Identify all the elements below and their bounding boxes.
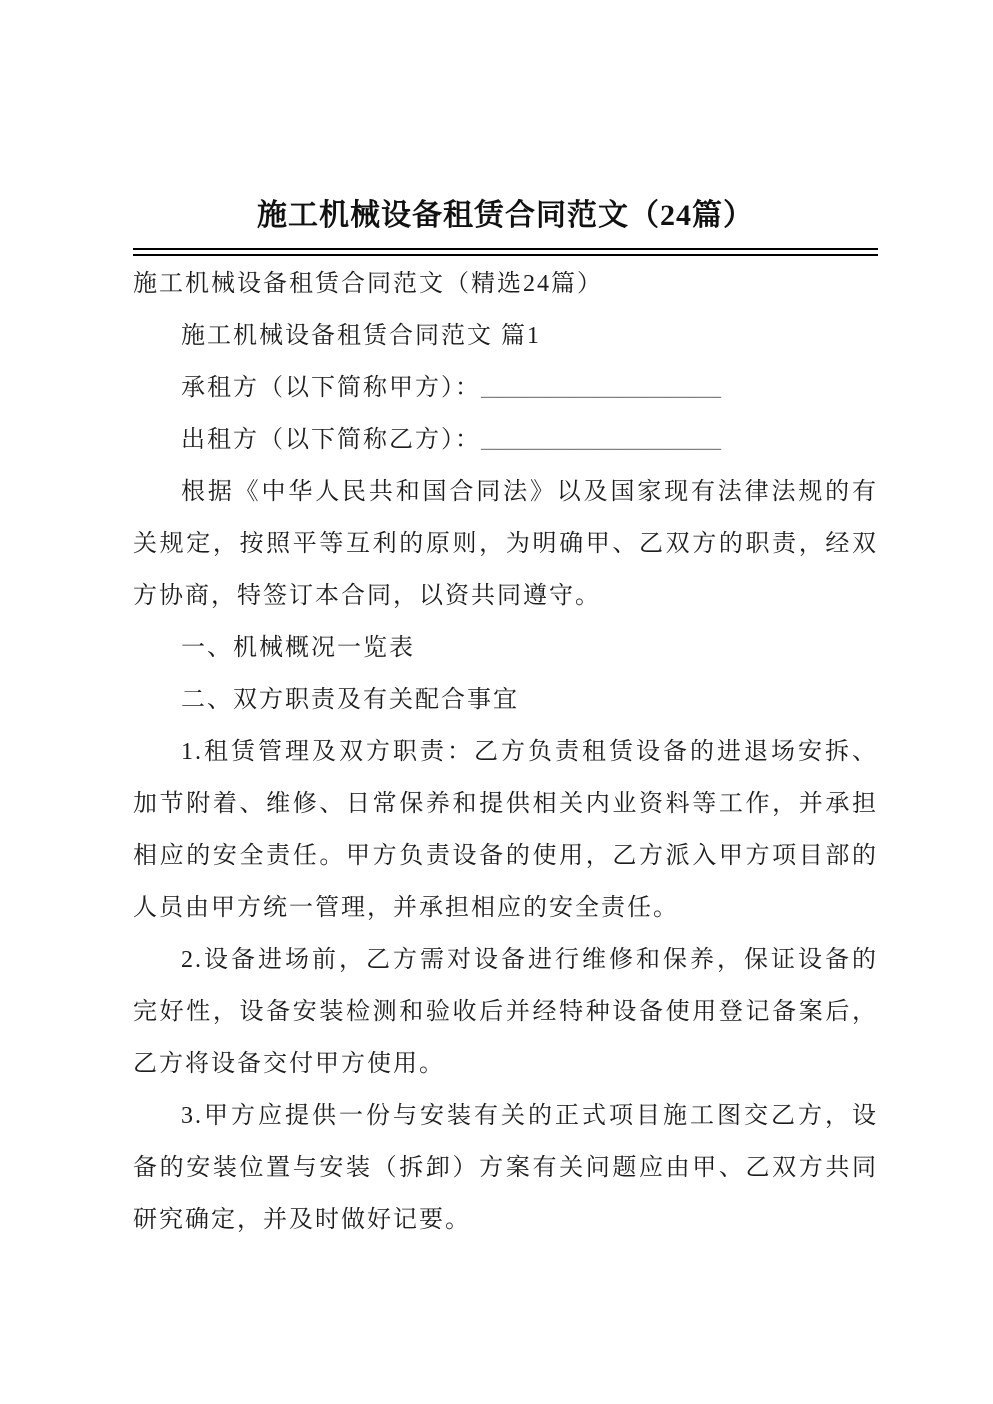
list-item-one: 一、机械概况一览表 bbox=[181, 635, 415, 661]
document-subtitle: 施工机械设备租赁合同范文（精选24篇） bbox=[133, 271, 603, 297]
party-b-line bbox=[133, 414, 878, 466]
clause-1-paragraph: 1.租赁管理及双方职责：乙方负责租赁设备的进退场安拆、加节附着、维修、日常保养和提供相关内业资料等工作，并承担相应的安全责任。甲方负责设备的使用，乙方派入甲方项目部的人员由甲方统一管理，并承担相应的安全责任。 bbox=[133, 739, 878, 921]
party-a-label: 承租方（以下简称甲方）： bbox=[181, 375, 481, 401]
document-header bbox=[133, 196, 878, 256]
list-item-two: 二、双方职责及有关配合事宜 bbox=[181, 687, 519, 713]
clause-3-paragraph: 3.甲方应提供一份与安装有关的正式项目施工图交乙方，设备的安装位置与安装（拆卸）方案有关问题应由甲、乙双方共同研究确定，并及时做好记要。 bbox=[133, 1103, 878, 1233]
party-a-blank-line: ____________________ bbox=[481, 375, 721, 401]
preamble-paragraph: 根据《中华人民共和国合同法》以及国家现有法律法规的有关规定，按照平等互利的原则，为明确甲、乙双方的职责，经双方协商，特签订本合同，以资共同遵守。 bbox=[133, 479, 878, 609]
document-title: 施工机械设备租赁合同范文（24篇） bbox=[257, 199, 754, 232]
party-a-line bbox=[133, 362, 878, 414]
party-b-label: 出租方（以下简称乙方）： bbox=[181, 427, 481, 453]
party-b-blank-line: ____________________ bbox=[481, 427, 721, 453]
document-body bbox=[133, 258, 878, 1246]
title-double-rule bbox=[133, 248, 878, 256]
clause-2-paragraph: 2.设备进场前，乙方需对设备进行维修和保养，保证设备的完好性，设备安装检测和验收后并经特种设备使用登记备案后，乙方将设备交付甲方使用。 bbox=[133, 947, 878, 1077]
piece-heading: 施工机械设备租赁合同范文 篇1 bbox=[181, 323, 541, 349]
